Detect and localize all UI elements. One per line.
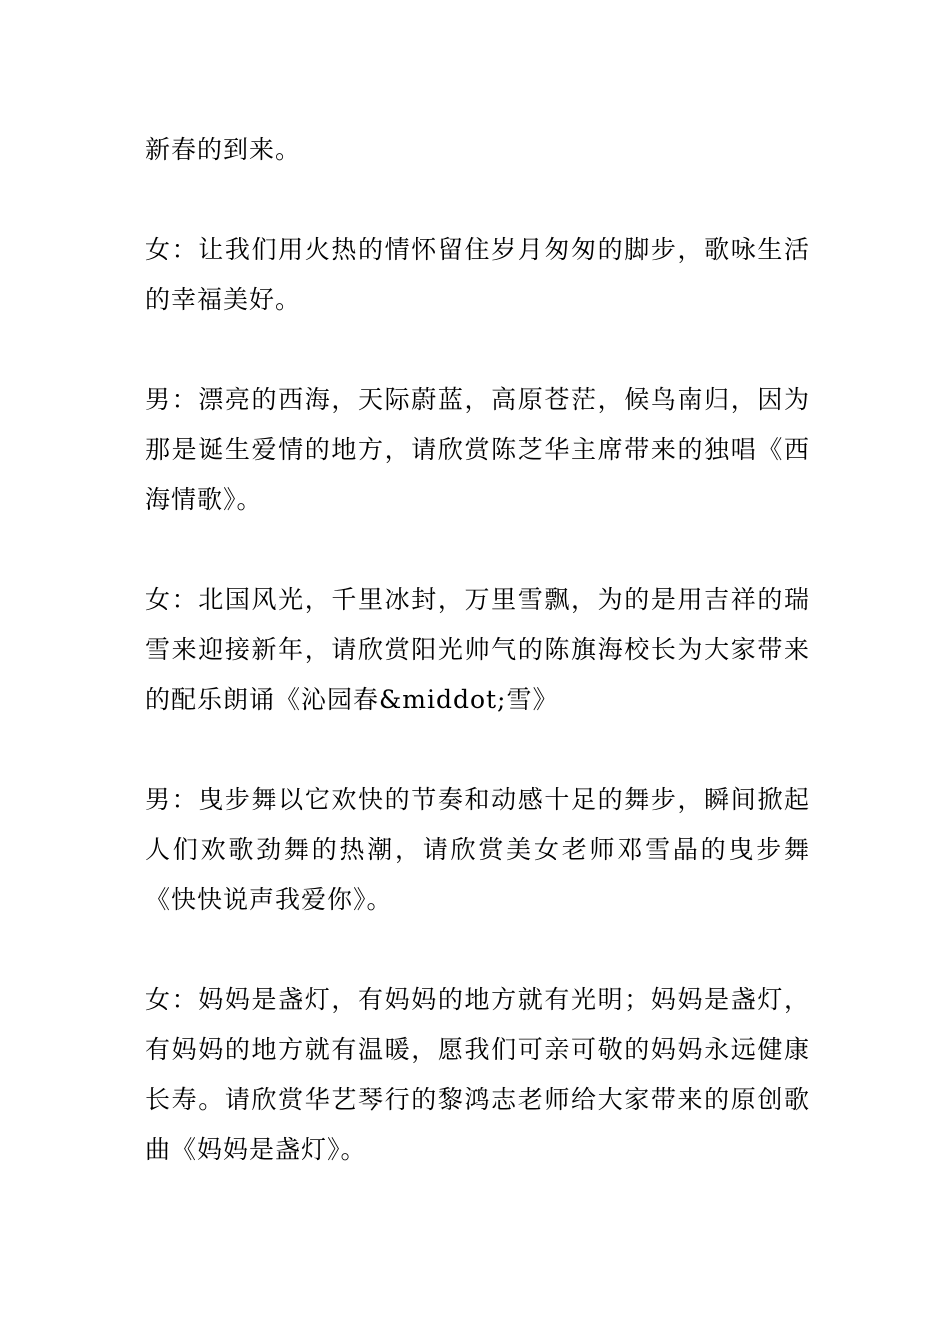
paragraph-6: 女：妈妈是盏灯，有妈妈的地方就有光明；妈妈是盏灯，有妈妈的地方就有温暖，愿我们可亲可敬的妈妈永远健康长寿。请欣赏华艺琴行的黎鸿志老师给大家带来的原创歌曲《妈妈是盏灯》。 — [145, 985, 810, 1164]
paragraph-2: 女：让我们用火热的情怀留住岁月匆匆的脚步，歌咏生活的幸福美好。 — [145, 235, 810, 314]
paragraph-1: 新春的到来。 — [145, 135, 302, 164]
paragraph-3: 男：漂亮的西海，天际蔚蓝，高原苍茫，候鸟南归，因为那是诞生爱情的地方，请欣赏陈芝华主席带来的独唱《西海情歌》。 — [145, 385, 810, 514]
paragraph-4: 女：北国风光，千里冰封，万里雪飘，为的是用吉祥的瑞雪来迎接新年，请欣赏阳光帅气的陈旗海校长为大家带来的配乐朗诵《沁园春&middot;雪》 — [145, 585, 810, 714]
document-body — [145, 125, 810, 1225]
paragraph-5: 男：曳步舞以它欢快的节奏和动感十足的舞步，瞬间掀起人们欢歌劲舞的热潮，请欣赏美女老师邓雪晶的曳步舞《快快说声我爱你》。 — [145, 785, 810, 914]
